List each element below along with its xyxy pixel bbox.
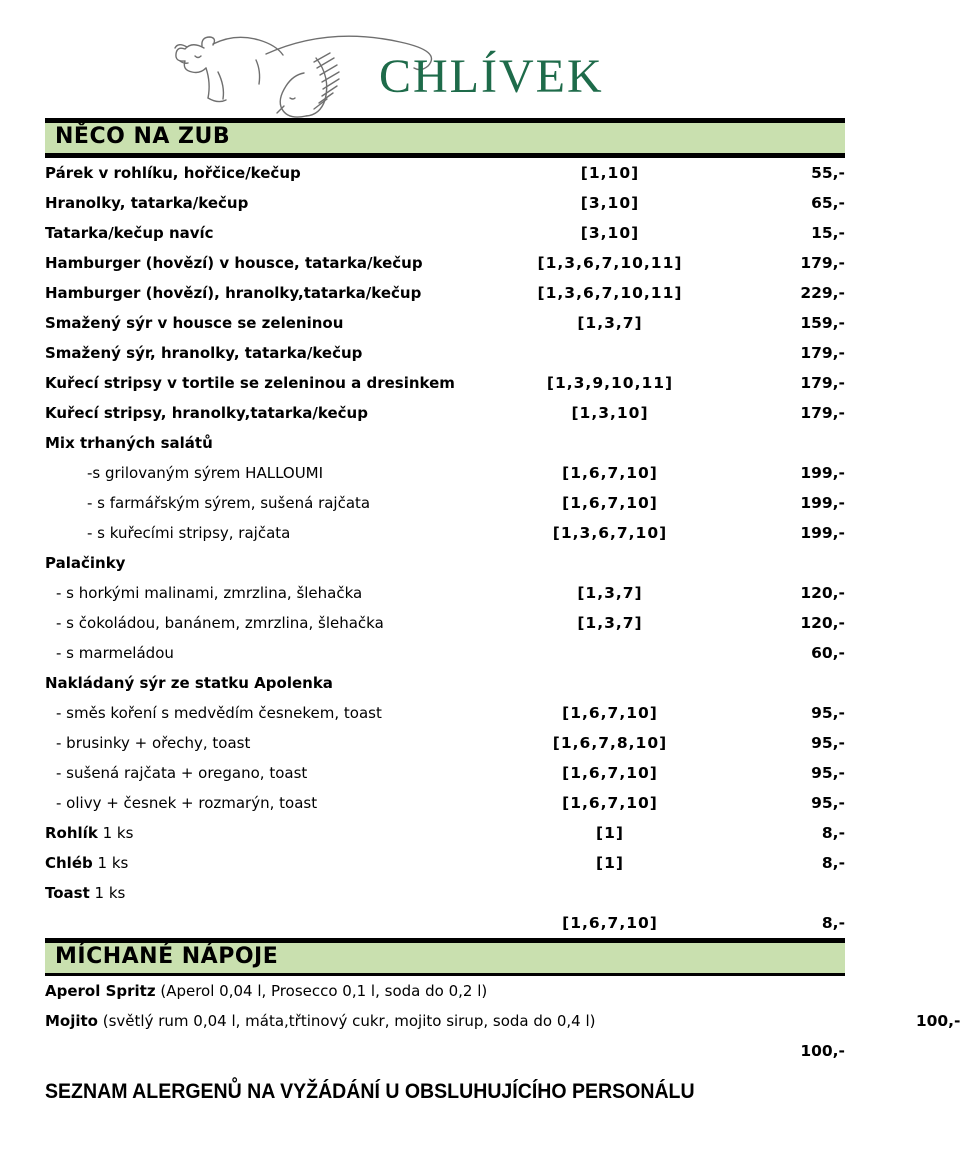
menu-item-row <box>45 218 845 248</box>
item-allergens: [1,3,6,7,10,11] <box>537 254 683 272</box>
item-price: 179,- <box>800 404 845 422</box>
item-allergens: [1,3,7] <box>577 314 643 332</box>
menu-item-row <box>45 518 845 548</box>
item-allergens: [1,6,7,10] <box>562 914 658 932</box>
item-name: Chléb 1 ks <box>45 854 129 872</box>
menu-item-row <box>45 428 845 458</box>
item-name: Párek v rohlíku, hořčice/kečup <box>45 164 301 182</box>
section-header-michane-napoje <box>45 938 845 976</box>
item-price: 15,- <box>811 224 845 242</box>
item-price: 199,- <box>800 524 845 542</box>
item-allergens: [1,3,7] <box>577 584 643 602</box>
menu-item-row <box>45 368 845 398</box>
item-name: Hranolky, tatarka/kečup <box>45 194 249 212</box>
item-name: Nakládaný sýr ze statku Apolenka <box>45 674 333 692</box>
restaurant-logo <box>0 0 888 118</box>
menu-item-row <box>45 308 845 338</box>
item-price: 179,- <box>800 374 845 392</box>
item-price: 159,- <box>800 314 845 332</box>
item-price: 179,- <box>800 344 845 362</box>
item-price: 60,- <box>811 644 845 662</box>
item-name: Mojito (světlý rum 0,04 l, máta,třtinový cukr, mojito sirup, soda do 0,4 l) <box>45 1012 596 1030</box>
menu-item-row <box>45 848 845 878</box>
item-name: Smažený sýr v housce se zeleninou <box>45 314 344 332</box>
item-price: 199,- <box>800 494 845 512</box>
menu-item-row <box>45 668 845 698</box>
item-price: 179,- <box>800 254 845 272</box>
menu-item-row <box>45 638 845 668</box>
brand-wordmark: CHLÍVEK <box>379 50 604 103</box>
menu-item-row <box>45 338 845 368</box>
item-name: Mix trhaných salátů <box>45 434 213 452</box>
menu-item-row <box>45 548 845 578</box>
menu-item-row <box>45 158 845 188</box>
allergen-notice: SEZNAM ALERGENŮ NA VYŽÁDÁNÍ U OBSLUHUJÍCÍHO PERSONÁLU <box>45 1080 695 1103</box>
item-allergens: [3,10] <box>580 194 640 212</box>
item-allergens: [1,3,7] <box>577 614 643 632</box>
item-name: - s kuřecími stripsy, rajčata <box>87 524 291 542</box>
menu-item-row <box>45 458 845 488</box>
menu-item-row <box>45 278 845 308</box>
item-name: - směs koření s medvědím česnekem, toast <box>56 704 382 722</box>
item-name: Kuřecí stripsy v tortile se zeleninou a dresinkem <box>45 374 455 392</box>
item-name: Hamburger (hovězí), hranolky,tatarka/kečup <box>45 284 422 302</box>
menu-item-row <box>45 976 845 1006</box>
item-name: - s čokoládou, banánem, zmrzlina, šlehačka <box>56 614 384 632</box>
item-price: 95,- <box>811 734 845 752</box>
item-allergens: [1] <box>596 854 624 872</box>
item-allergens: [1,6,7,10] <box>562 704 658 722</box>
item-name: Hamburger (hovězí) v housce, tatarka/kečup <box>45 254 423 272</box>
menu-item-row <box>45 698 845 728</box>
item-name: - olivy + česnek + rozmarýn, toast <box>56 794 318 812</box>
item-allergens: [1,6,7,10] <box>562 794 658 812</box>
item-name: - brusinky + ořechy, toast <box>56 734 251 752</box>
item-name: Toast 1 ks <box>45 884 126 902</box>
item-allergens: [1,3,6,7,10] <box>552 524 668 542</box>
menu-item-row <box>45 818 845 848</box>
item-allergens: [1,3,10] <box>571 404 649 422</box>
farm-animals-logo-icon <box>164 18 724 118</box>
menu-item-row <box>45 878 845 908</box>
menu-item-row <box>45 248 845 278</box>
item-allergens: [1,6,7,10] <box>562 494 658 512</box>
item-price: 120,- <box>800 584 845 602</box>
section-items-michane-napoje <box>45 976 961 1066</box>
item-price: 8,- <box>821 824 845 842</box>
item-price: 95,- <box>811 704 845 722</box>
item-name: Rohlík 1 ks <box>45 824 134 842</box>
item-name: -s grilovaným sýrem HALLOUMI <box>87 464 324 482</box>
item-name: Aperol Spritz (Aperol 0,04 l, Prosecco 0,1 l, soda do 0,2 l) <box>45 982 488 1000</box>
item-name: - s farmářským sýrem, sušená rajčata <box>87 494 371 512</box>
item-allergens: [3,10] <box>580 224 640 242</box>
item-allergens: [1,3,9,10,11] <box>546 374 674 392</box>
section-header-neco-na-zub <box>45 118 845 158</box>
item-allergens: [1,6,7,10] <box>562 764 658 782</box>
item-price: 95,- <box>811 794 845 812</box>
menu-item-row <box>45 188 845 218</box>
item-allergens: [1,3,6,7,10,11] <box>537 284 683 302</box>
menu-item-row <box>45 398 845 428</box>
section-title: MÍCHANÉ NÁPOJE <box>55 944 279 969</box>
menu-item-row <box>45 578 845 608</box>
item-price: 120,- <box>800 614 845 632</box>
menu-item-row <box>45 758 845 788</box>
menu-item-row <box>45 788 845 818</box>
item-name: Kuřecí stripsy, hranolky,tatarka/kečup <box>45 404 368 422</box>
item-name: Palačinky <box>45 554 126 572</box>
item-price: 100,- <box>800 1042 845 1060</box>
menu-item-row <box>45 908 845 938</box>
item-price: 95,- <box>811 764 845 782</box>
menu-item-row <box>45 728 845 758</box>
menu-item-row <box>45 488 845 518</box>
item-name: Smažený sýr, hranolky, tatarka/kečup <box>45 344 363 362</box>
section-title: NĚCO NA ZUB <box>55 124 231 149</box>
item-allergens: [1,6,7,8,10] <box>552 734 668 752</box>
item-allergens: [1,10] <box>580 164 640 182</box>
item-price: 65,- <box>811 194 845 212</box>
item-price: 229,- <box>800 284 845 302</box>
menu-item-row <box>45 608 845 638</box>
item-price: 8,- <box>821 914 845 932</box>
item-allergens: [1] <box>596 824 624 842</box>
menu-item-row <box>45 1006 961 1036</box>
item-allergens: [1,6,7,10] <box>562 464 658 482</box>
item-price: 100,- <box>915 1012 961 1030</box>
section-items-neco-na-zub <box>45 158 845 938</box>
menu-item-row <box>45 1036 845 1066</box>
item-name: Tatarka/kečup navíc <box>45 224 214 242</box>
menu-content <box>45 118 961 1066</box>
item-price: 199,- <box>800 464 845 482</box>
item-price: 8,- <box>821 854 845 872</box>
item-name: - s horkými malinami, zmrzlina, šlehačka <box>56 584 363 602</box>
item-name: - s marmeládou <box>56 644 174 662</box>
item-name: - sušená rajčata + oregano, toast <box>56 764 308 782</box>
item-price: 55,- <box>811 164 845 182</box>
